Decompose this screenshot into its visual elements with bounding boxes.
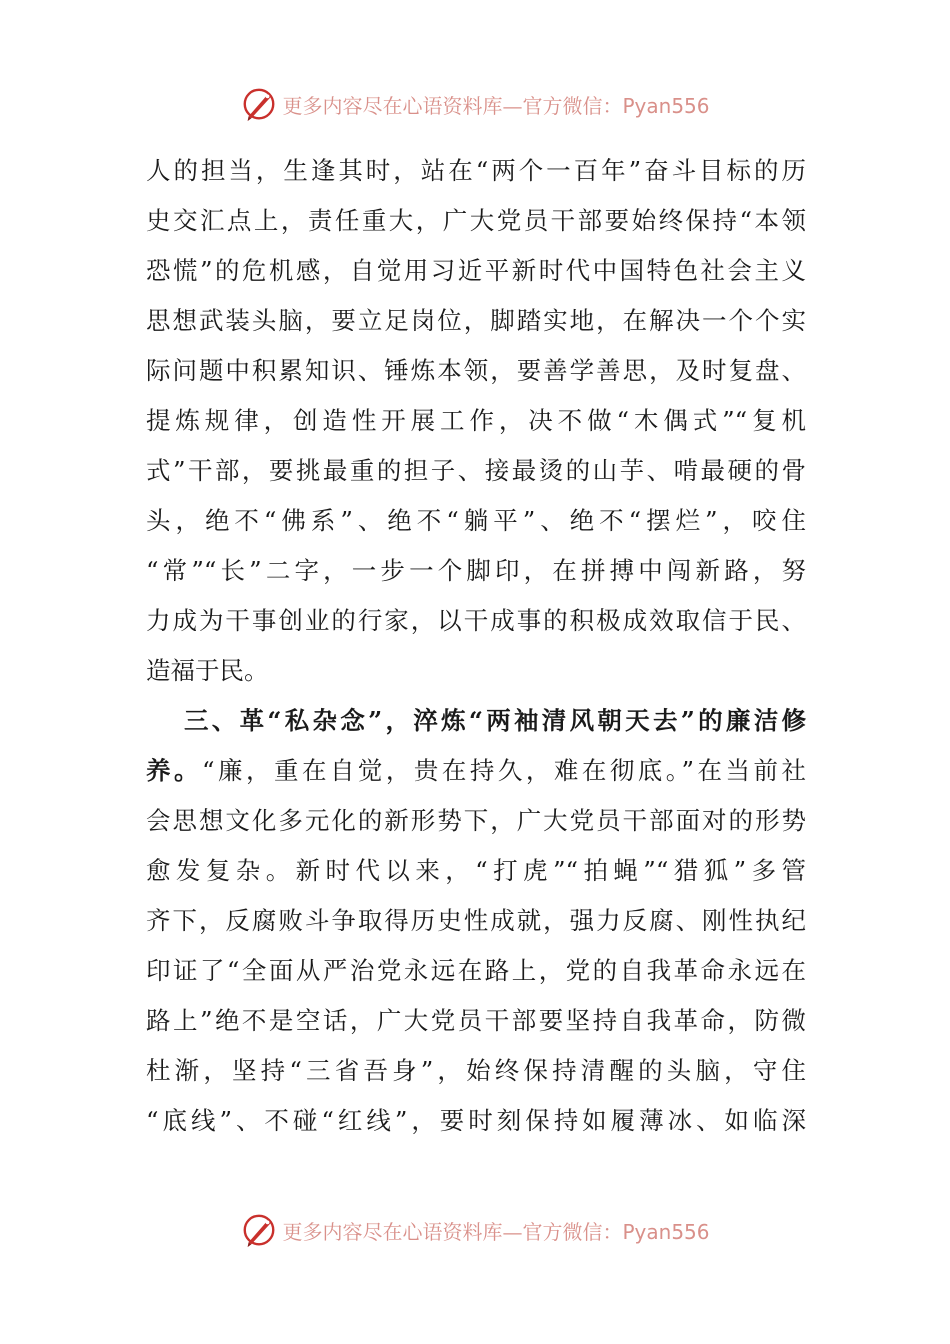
text-line bbox=[146, 746, 806, 796]
text-line: 头，绝不“佛系”、绝不“躺平”、绝不“摆烂”，咬住 bbox=[146, 506, 806, 535]
text-line: 际问题中积累知识、锤炼本领，要善学善思，及时复盘、 bbox=[146, 356, 806, 385]
wechat-id: Pyan556 bbox=[622, 93, 710, 118]
watermark-text: 更多内容尽在心语资料库—官方微信：Pyan556 bbox=[282, 93, 710, 118]
text-line: 史交汇点上，责任重大，广大党员干部要始终保持“本领 bbox=[146, 206, 806, 235]
wechat-id: Pyan556 bbox=[622, 1219, 710, 1244]
text-line: 恐慌”的危机感，自觉用习近平新时代中国特色社会主义 bbox=[146, 256, 806, 285]
text-line: “常”“长”二字，一步一个脚印，在拼搏中闯新路，努 bbox=[146, 556, 806, 585]
footer-watermark-banner bbox=[0, 1208, 950, 1252]
text-line: 思想武装头脑，要立足岗位，脚踏实地，在解决一个个实 bbox=[146, 306, 806, 335]
text-line: 愈发复杂。新时代以来，“打虎”“拍蝇”“猎狐”多管 bbox=[146, 856, 806, 885]
quill-pen-logo-icon bbox=[240, 85, 278, 123]
paragraph-2 bbox=[146, 696, 806, 1146]
text-line: 齐下，反腐败斗争取得历史性成就，强力反腐、刚性执纪 bbox=[146, 906, 806, 935]
text-line: 造福于民。 bbox=[146, 656, 269, 685]
text-line: 路上”绝不是空话，广大党员干部要坚持自我革命，防微 bbox=[146, 1006, 806, 1035]
watermark-text: 更多内容尽在心语资料库—官方微信：Pyan556 bbox=[282, 1219, 710, 1244]
text-line: 印证了“全面从严治党永远在路上，党的自我革命永远在 bbox=[146, 956, 806, 985]
text-line: 会思想文化多元化的新形势下，广大党员干部面对的形势 bbox=[146, 806, 806, 835]
text-line: 式”干部，要挑最重的担子、接最烫的山芋、啃最硬的骨 bbox=[146, 456, 806, 485]
text-line: 杜渐，坚持“三省吾身”，始终保持清醒的头脑，守住 bbox=[146, 1056, 806, 1085]
header-watermark-banner bbox=[0, 82, 950, 126]
text-line: 人的担当，生逢其时，站在“两个一百年”奋斗目标的历 bbox=[146, 156, 806, 185]
paragraph-1 bbox=[146, 146, 806, 696]
quill-pen-logo-icon bbox=[240, 1211, 278, 1249]
document-body bbox=[146, 146, 806, 1146]
quote-text: “廉，重在自觉，贵在持久，难在彻底。”在当前社 bbox=[201, 756, 806, 785]
text-line: 提炼规律，创造性开展工作，决不做“木偶式”“复机 bbox=[146, 406, 806, 435]
section-heading: 三、革“私杂念”，淬炼“两袖清风朝天去”的廉洁修 bbox=[184, 706, 806, 735]
text-line: “底线”、不碰“红线”，要时刻保持如履薄冰、如临深 bbox=[146, 1106, 806, 1135]
section-heading-end: 养。 bbox=[146, 756, 202, 785]
text-line: 力成为干事创业的行家，以干成事的积极成效取信于民、 bbox=[146, 606, 806, 635]
